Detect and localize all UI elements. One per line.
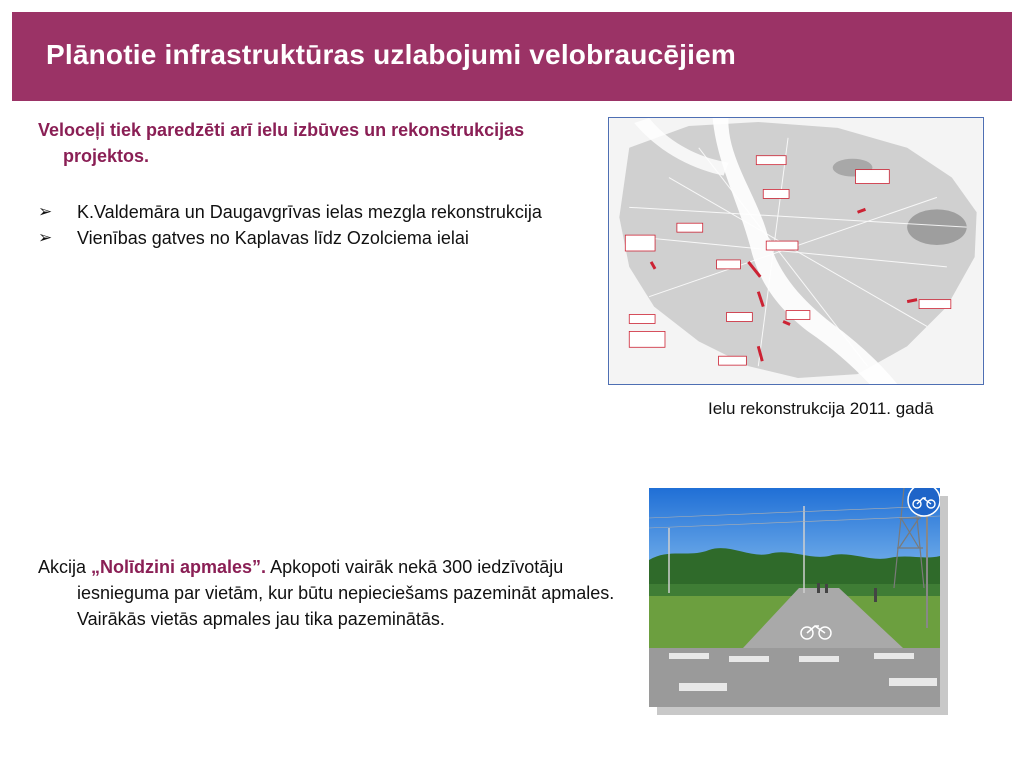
bullet-text: Vienības gatves no Kaplavas līdz Ozolciema ielai	[77, 228, 469, 248]
title-bar	[12, 12, 1012, 101]
arrow-bullet-icon: ➢	[38, 228, 53, 247]
list-item	[38, 225, 598, 251]
bullet-list	[38, 199, 598, 251]
bullet-text: K.Valdemāra un Daugavgrīvas ielas mezgla rekonstrukcija	[77, 202, 542, 222]
bike-path-photo	[649, 488, 940, 707]
intro-lead: Veloceļi tiek paredzēti arī ielu izbūves un rekonstrukcijas projektos.	[38, 120, 525, 166]
riga-map-image	[608, 117, 984, 385]
akcija-text: Apkopoti vairāk nekā 300 iedzīvotāju iesnieguma par vietām, kur būtu nepieciešams pazemināt apmales. Vairākās vietās apmales jau tika pazeminātās.	[77, 557, 615, 629]
akcija-paragraph	[38, 554, 637, 632]
akcija-name: „Nolīdzini apmales”.	[91, 557, 267, 577]
arrow-bullet-icon: ➢	[38, 202, 53, 221]
akcija-prefix: Akcija	[38, 557, 92, 577]
list-item	[38, 199, 598, 225]
page-title: Plānotie infrastruktūras uzlabojumi velobraucējiem	[46, 39, 736, 70]
map-caption: Ielu rekonstrukcija 2011. gadā	[708, 399, 934, 418]
bicycle-sign-icon	[908, 488, 940, 516]
